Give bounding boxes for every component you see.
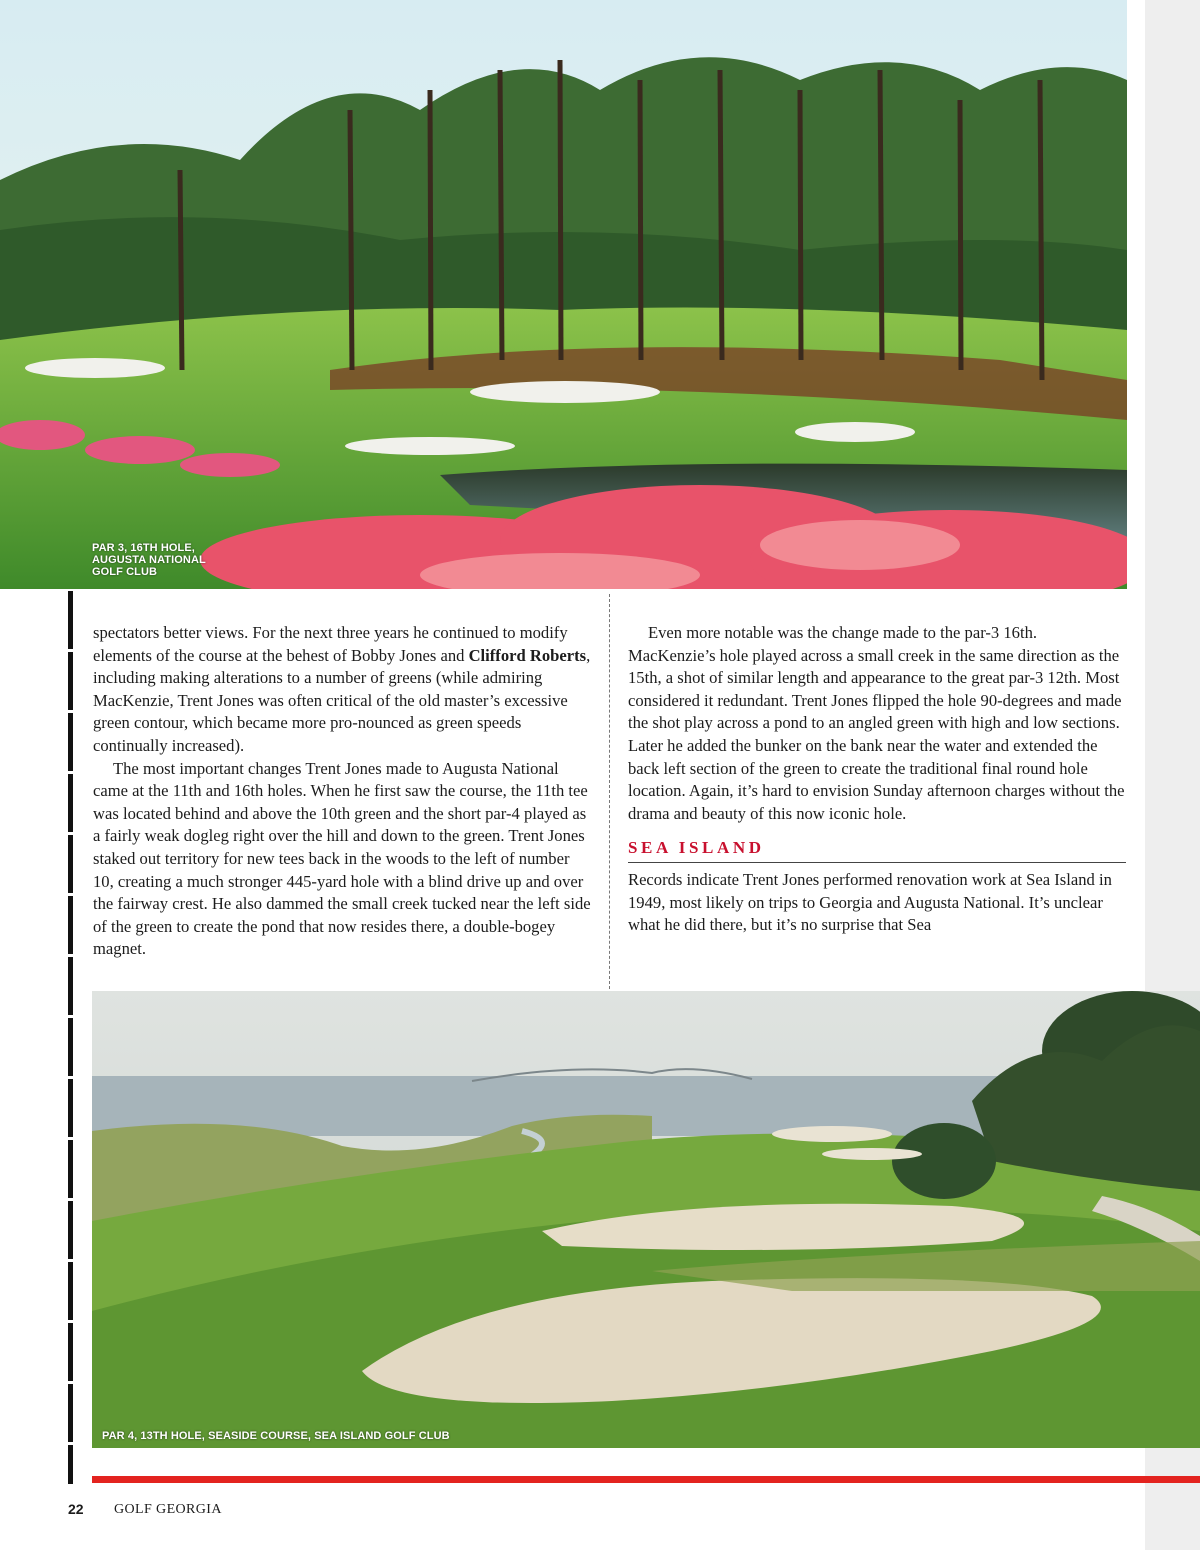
caption-line: AUGUSTA NATIONAL [92,554,206,566]
top-photo-caption [92,542,232,578]
sea-island-13th-hole-photo [92,991,1200,1448]
augusta-16th-hole-photo [0,0,1127,589]
paragraph: The most important changes Trent Jones made to Augusta National came at the 11th and 16th holes. When he first saw the course, the 11th tee was located behind and above the 10th green and the short par-4 played as a fairly weak dogleg right over the hill and down to the green. Trent Jones staked out territory for new tees back in the woods to the left of number 10, creating a much stronger 445-yard hole with a blind drive up and over the fairway crest. He also dammed the small creek tucked near the left side of the green to create the pond that now resides there, a double-bogey magnet. [93,758,591,959]
person-name-bold: Clifford Roberts [468,645,587,665]
page-number: 22 [68,1501,84,1517]
bottom-photo-caption: PAR 4, 13TH HOLE, SEASIDE COURSE, SEA ISLAND GOLF CLUB [102,1430,450,1442]
footer-accent-rule [92,1476,1200,1483]
paragraph [93,622,593,758]
left-margin-rule [68,591,73,1484]
section-heading: SEA ISLAND [628,837,1126,863]
column-divider [609,594,610,989]
article-right-column [628,622,1126,937]
paragraph-text: spectators better views. For the next three years he continued to modify elements of the course at the behest of Bobby Jones and [93,623,568,665]
paragraph-text: , including making alterations to a number of greens (while admiring MacKenzie, Trent Jones was often critical of the old master’s excessive green contour, which became more pro-nounced as green speeds continually increased). [93,645,591,755]
caption-line: GOLF CLUB [92,566,158,578]
paragraph: Even more notable was the change made to the par-3 16th. MacKenzie’s hole played across a small creek in the same direction as the 15th, a shot of similar length and appearance to the great par-3 12th. Most considered it redundant. Trent Jones flipped the hole 90-degrees and made the shot play across a pond to an angled green with high and low sections. Later he added the bunker on the bank near the water and extended the back left section of the green to create the traditional final round hole location. Again, it’s hard to envision Sunday afternoon charges without the drama and beauty of this now iconic hole. [628,623,1125,823]
paragraph: Records indicate Trent Jones performed renovation work at Sea Island in 1949, most likely on trips to Georgia and Augusta National. It’s unclear what he did there, but it’s no surprise that Sea [628,869,1112,935]
magazine-title: GOLF GEORGIA [114,1502,222,1517]
caption-line: PAR 3, 16TH HOLE, [92,542,195,554]
article-left-column [93,622,593,961]
